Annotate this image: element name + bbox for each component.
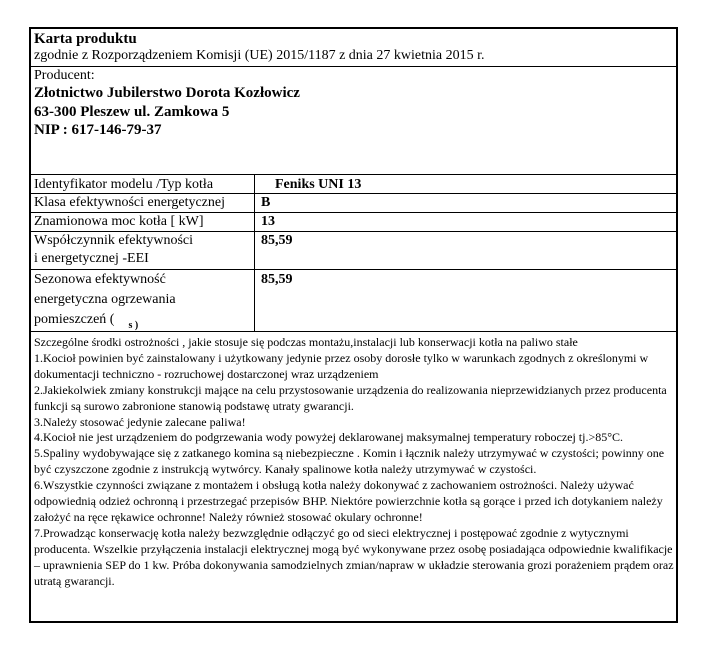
divider xyxy=(31,174,676,175)
row-seasonal-label-line2: energetyczna ogrzewania xyxy=(34,292,176,307)
divider xyxy=(31,66,676,67)
note-item: 3.Należy stosować jedynie zalecane paliwa! xyxy=(34,414,246,429)
divider xyxy=(31,331,676,332)
row-efficiency-class-label: Klasa efektywności energetycznej xyxy=(34,195,225,210)
row-model-value: Feniks UNI 13 xyxy=(275,177,362,192)
note-item: 2.Jakiekolwiek zmiany konstrukcji mające na celu przystosowanie urządzenia do realizowania nieprzewidzianych przez producenta funkcji są surowo zabronione stanowią podstawę utraty gwarancji. xyxy=(34,382,667,413)
producer-label: Producent: xyxy=(34,68,95,83)
divider xyxy=(31,269,676,270)
table-column-divider xyxy=(254,174,255,331)
row-power-value: 13 xyxy=(261,214,275,229)
note-item: 7.Prowadząc konserwację kotła należy bezwzględnie odłączyć go od sieci elektrycznej i postępować zgodnie z wytycznymi producenta. Wszelkie przyłączenia instalacji elektrycznej mogą być wykonywane przez osobę posiadająca odpowiednie kwalifikacje – uprawnienia SEP do 1 kw. Próba dokonywania samodzielnych zmian/napraw w układzie sterowania grozi porażeniem prądem oraz utratą gwarancji. xyxy=(34,525,674,588)
row-eei-value: 85,59 xyxy=(261,233,293,248)
producer-address: 63-300 Pleszew ul. Zamkowa 5 xyxy=(34,104,230,120)
row-model-label: Identyfikator modelu /Typ kotła xyxy=(34,177,214,192)
producer-name: Złotnictwo Jubilerstwo Dorota Kozłowicz xyxy=(34,85,300,101)
row-seasonal-value: 85,59 xyxy=(261,272,293,287)
row-seasonal-label-text: pomieszczeń ( xyxy=(34,312,115,327)
note-item: 5.Spaliny wydobywające się z zatkanego komina są niebezpieczne . Komin i łącznik należy utrzymywać w czystości; powinny one być czyszczone zgodnie z instrukcją wytwórcy. Kanały spalinowe kotła należy utrzymywać w czystości. xyxy=(34,446,665,477)
row-eei-label-line1: Współczynnik efektywności xyxy=(34,233,194,248)
note-item: 6.Wszystkie czynności związane z montażem i obsługą kotła należy dokonywać z zachowaniem ostrożności. Należy używać odpowiednią odzież ochronną i przestrzegać przepisów BHP. Niektóre powierzchnie kotła są gorące i przed ich dotykaniem należy założyć na ręce rękawice ochronne! Należy również stosować okulary ochronne! xyxy=(34,478,663,524)
product-card xyxy=(29,27,678,623)
regulation-subtitle: zgodnie z Rozporządzeniem Komisji (UE) 2015/1187 z dnia 27 kwietnia 2015 r. xyxy=(34,48,485,63)
row-eei-label-line2: i energetycznej -EEI xyxy=(34,251,149,266)
row-seasonal-label-line3 xyxy=(34,312,138,329)
note-item: 1.Kocioł powinien być zainstalowany i użytkowany jedynie przez osoby dorosłe tylko w warunkach zgodnych z określonymi w dokumentacji techniczno - rozruchowej dostarczonej wraz urządzeniem xyxy=(34,350,649,381)
producer-nip: NIP : 617-146-79-37 xyxy=(34,122,162,138)
note-item: 4.Kocioł nie jest urządzeniem do podgrzewania wody powyżej deklarowanej maksymalnej temperatury roboczej tj.>85°C. xyxy=(34,430,624,445)
safety-notes xyxy=(34,335,674,590)
row-efficiency-class-value: B xyxy=(261,195,271,210)
row-seasonal-label-line1: Sezonowa efektywność xyxy=(34,272,166,287)
divider xyxy=(31,231,676,232)
divider xyxy=(31,212,676,213)
notes-heading: Szczególne środki ostrożności , jakie stosuje się podczas montażu,instalacji lub konserwacji kotła na paliwo stałe xyxy=(34,335,578,349)
row-power-label: Znamionowa moc kotła [ kW] xyxy=(34,214,204,229)
row-seasonal-label-subscript: s ) xyxy=(128,320,139,331)
divider xyxy=(31,193,676,194)
card-title: Karta produktu xyxy=(34,31,137,47)
